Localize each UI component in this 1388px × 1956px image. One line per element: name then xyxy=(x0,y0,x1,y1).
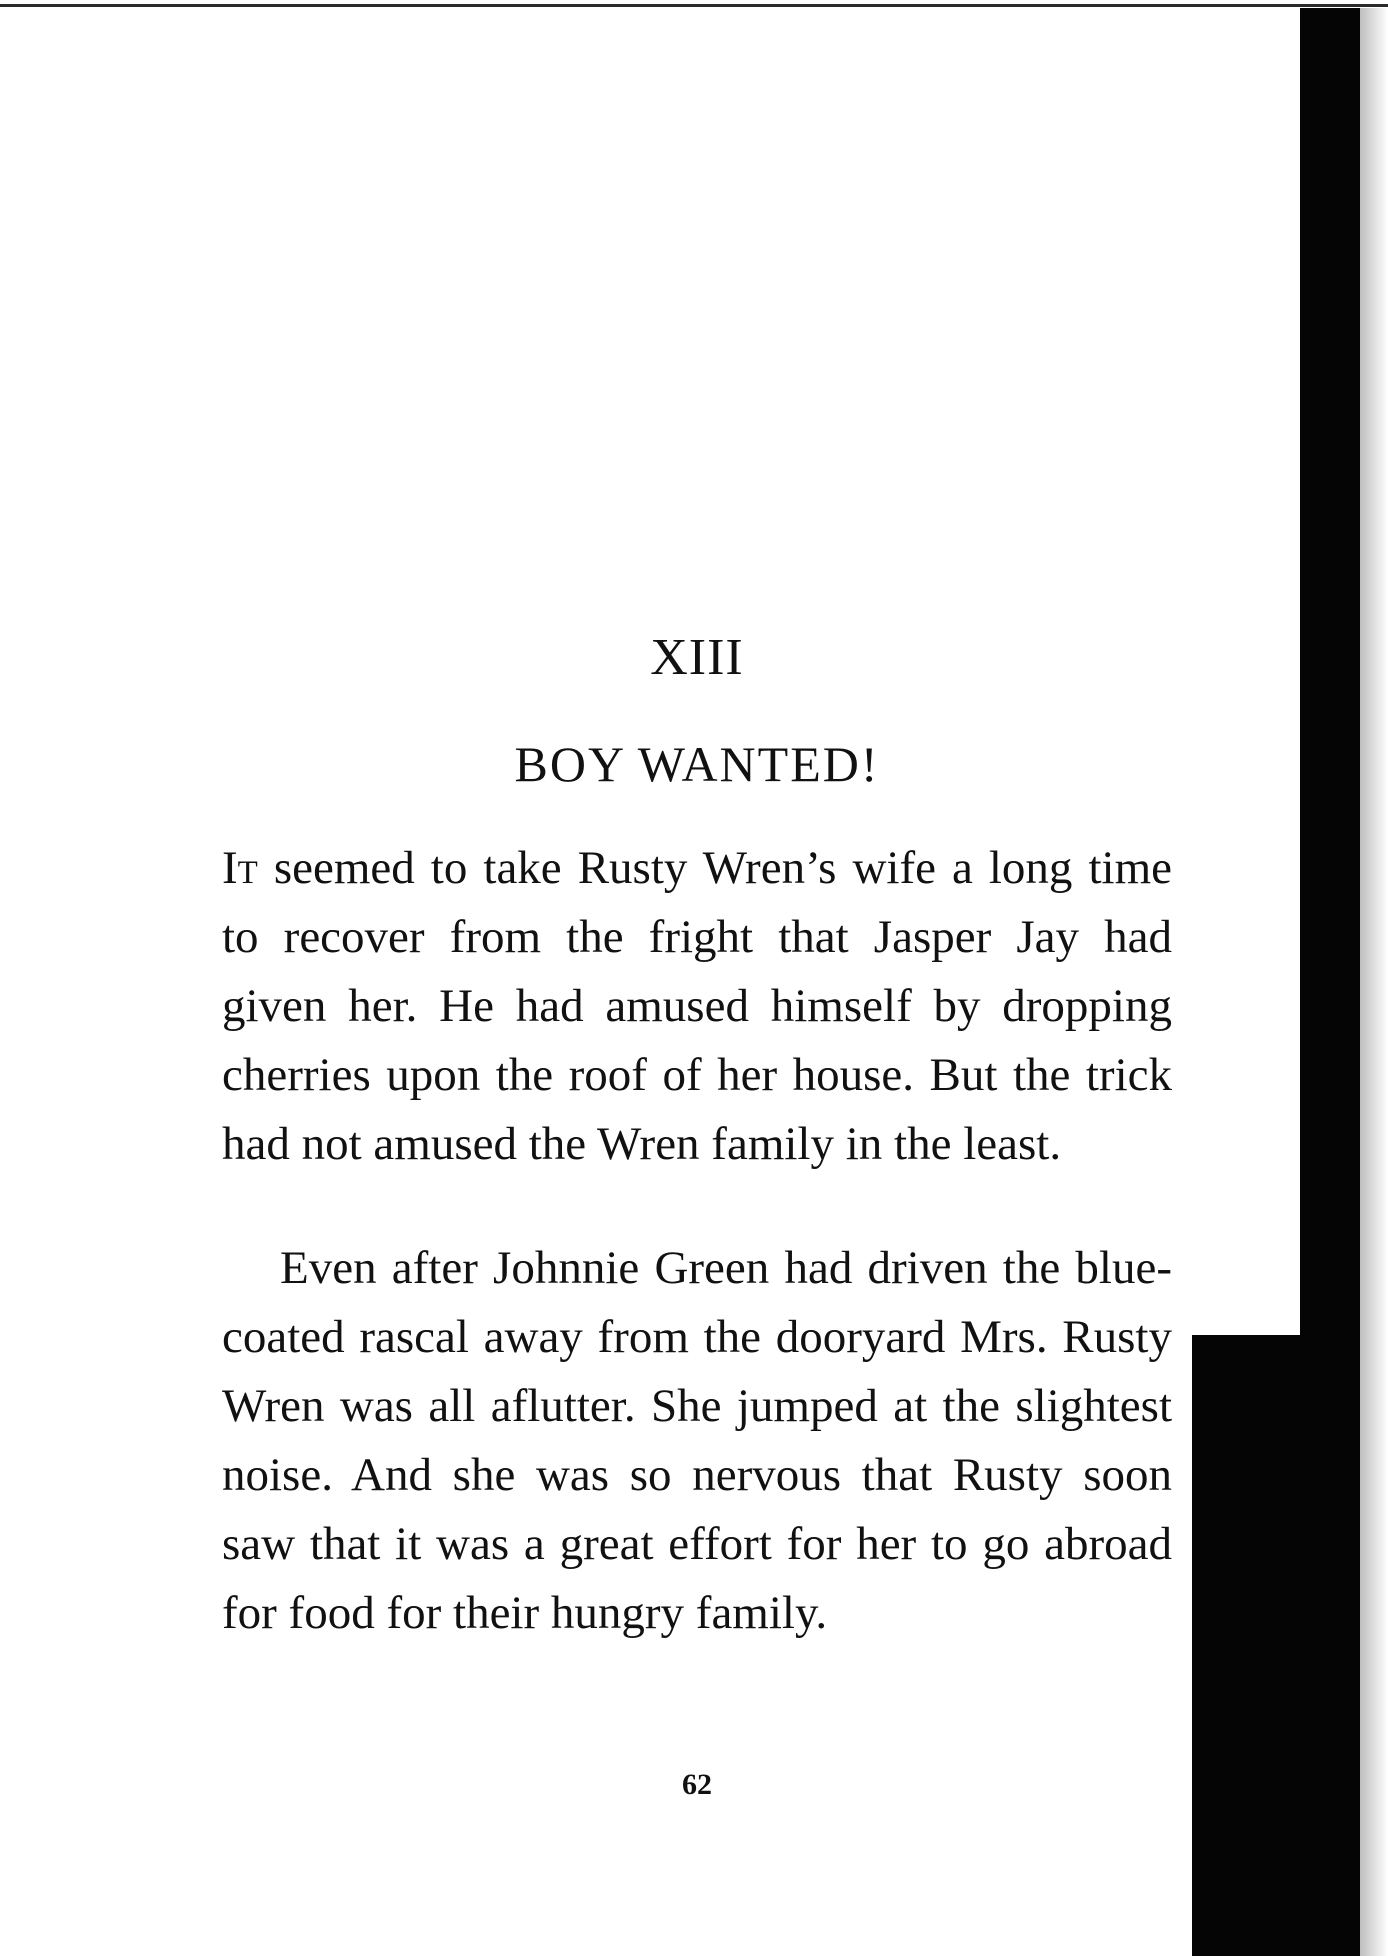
paragraph-1-text: seemed to take Rusty Wren’s wife a long time to recover from the fright that Jasper Jay had given her. He had amused himself by dropping cherries upon the roof of her house. But the trick had not amused the Wren family in the least. xyxy=(222,842,1172,1170)
scan-dark-edge-bottom xyxy=(1192,1335,1360,1956)
top-rule xyxy=(0,4,1388,7)
scan-dark-edge-top xyxy=(1300,8,1360,1338)
paragraph-2-text: Even after Johnnie Green had driven the blue-coated rascal away from the dooryard Mrs. Rusty Wren was all aflutter. She jumped at the slightest noise. And she was so nervous that Rusty soon saw that it was a great effort for her to go abroad for food for their hungry family. xyxy=(222,1242,1172,1639)
paragraph-2-indent xyxy=(222,1242,280,1294)
paragraph-2 xyxy=(222,1234,1172,1648)
chapter-number: XIII xyxy=(650,629,744,686)
chapter-title: BOY WANTED! xyxy=(514,736,880,792)
paragraph-1-lead: It xyxy=(222,842,258,894)
paragraph-1 xyxy=(222,834,1172,1179)
scan-edge-shade xyxy=(1360,8,1388,1956)
page-number: 62 xyxy=(682,1768,712,1801)
